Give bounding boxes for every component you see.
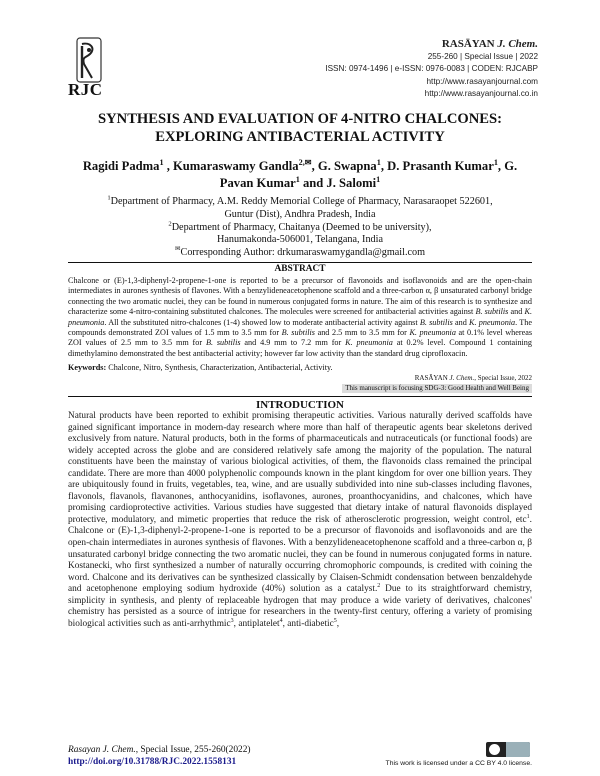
author-name: G. Swapna [317,159,377,173]
license-text: This work is licensed under a CC BY 4.0 license. [385,760,532,767]
volume-line: 255-260 | Special Issue | 2022 [427,51,538,61]
introduction-heading: INTRODUCTION [255,399,344,411]
affiliations: $^1$Department of Pharmacy, A.M. Reddy Memorial College of Pharmacy, Narasaraopet 522601, Guntur (Dist), Andhra Pradesh, India $^2$Department of Pharmacy, Chaitanya (Deemed to be university), Hanumakonda-506001, Telangana, India ✉Corresponding Author: drkumaraswamygandla@gmail.com [60,196,540,260]
author-list: Ragidi Padma$^1$ , Kumaraswamy Gandla$^{2,✉}$, G. Swapna$^1$, D. Prasanth Kumar$^1$, G. Pavan Kumar$^1$ and J. Salomi$^1$ [82,157,518,190]
logo-text: RJC [68,80,103,99]
author-name: J. Salomi [326,176,377,190]
abstract-text: Chalcone or (E)-1,3-diphenyl-2-propene-1-one is reported to be a precursor of flavonoids and isoflavonoids and are the open-chain intermediates in aurones synthesis of flavones. With a benzylideneacetophenone scaffold and a three-carbon α, β unsaturated carbonyl bridge connecting the two aromatic nuclei, they can be found in numerous conjugated forms in nature. The aim of this research is to synthesize and characterize some 4-nitro-containing substituted chalcones. The molecules were screened for antibacterial activities against B. subtilis and K. pneumonia. All the substituted nitro-chalcones (1-4) showed low to moderate antibacterial activity against B. subtilis and K. pneumonia. The compounds demonstrated ZOI values of 1.5 mm to 3.5 mm for B. subtilis and 2.5 mm to 3.5 mm for K. pneumonia at 0.1% level whereas ZOI values of 2.5 mm to 3.5 mm for B. subtilis and 4.9 mm to 7.2 mm for K. pneumonia at 0.2% level. Compound 1 containing dimethylamino demonstrated the best antibacterial activity; however far low activity than the standard drug ciprofloxacin. [68,276,533,358]
journal-meta: RASĀYAN J. Chem., Special Issue, 2022 This manuscript is focusing SDG-3: Good Health and Well Being [342,374,532,393]
sdg-note: This manuscript is focusing SDG-3: Good Health and Well Being [342,384,532,394]
journal-info [325,38,538,101]
divider [68,262,532,263]
journal-url-1[interactable]: http://www.rasayanjournal.com [426,76,538,86]
keywords: Keywords: Chalcone, Nitro, Synthesis, Characterization, Antibacterial, Activity. [68,363,333,372]
journal-name: RASĀYAN J. Chem. [441,38,538,50]
article-title: SYNTHESIS AND EVALUATION OF 4-NITRO CHALCONES: EXPLORING ANTIBACTERIAL ACTIVITY [98,111,502,145]
introduction-text: Natural products have been reported to exhibit promising therapeutic activities. Various naturally derived scaffolds have gained significant importance in modern-day research where more than half of therapeutic agents bear skeletons derived exclusively from nature. Natural products, both in the forms of pharmaceuticals and nutraceuticals (or functional foods) are widely accepted across the globe and are considered relatively safe among the majority of the population. The natural constituents have been the mainstay of various biological activities, of them, the flavonoids class remained the principal candidate. There are more than 4000 polyphenolic compounds known in the plant kingdom for over one billion years. They are ubiquitously found in fruits, vegetables, tea, wine, and are usually subdivided into nine sub-classes including flavones, flavonols, flavanols, flavanones, anthocyanidins, isoflavones, aurones, proanthocyanidins, and chalcones, which have promising cardioprotective activities. Various studies have suggested that dietary intake of natural flavonoids displayed protective, modulatory, and mimetic properties that reduce the risk of atherosclerotic progression, weight control, etc$^1$. Chalcone or (E)-1,3-diphenyl-2-propene-1-one is reported to be a precursor of flavonoids and isoflavonoids and are the open-chain intermediates in aurones synthesis of flavones. With a benzylideneacetophenone scaffold and a three-carbon α, β unsaturated carbonyl bridge connecting the two aromatic nuclei, they can be found in numerous conjugated forms in nature. Kostanecki, who first synthesized a number of naturally occurring chromophoric compounds, is credited with coining the word. Chalcone and its derivatives can be synthesized classically by Claisen-Schmidt condensation between benzaldehyde and acetophenone employing sodium hydroxide (40%) solution as a catalyst.$^2$ Due to its straightforward chemistry, simplicity in synthesis, and plenty of replaceable hydrogen that may produce a wide variety of derivatives, chalcones' chemistry has persisted as a source of intrigue for researchers in the twenty-first century, offering a variety of promising biological activities such as anti-arrhythmic$^3$, antiplatelet$^4$, anti-diabetic$^5$, [68,411,532,629]
doi-link[interactable]: http://doi.org/10.31788/RJC.2022.1558131 [68,757,237,767]
author-name: D. Prasanth Kumar [387,159,494,173]
citation-footer: Rasayan J. Chem., Special Issue, 255-260(2022) http://doi.org/10.31788/RJC.2022.1558131 [68,745,251,767]
journal-url-2[interactable]: http://www.rasayanjournal.co.in [424,89,538,99]
author-name: Kumaraswamy Gandla [173,159,299,173]
envelope-icon: ✉ [174,245,181,253]
corresponding-author: ✉Corresponding Author: drkumaraswamygandla@gmail.com [174,245,426,259]
cc-by-icon[interactable] [486,742,530,757]
issn-line: ISSN: 0974-1496 | e-ISSN: 0976-0083 | CODEN: RJCABP [325,64,538,74]
author-name: G. Pavan Kumar [219,159,518,190]
author-name: Ragidi Padma [82,159,160,173]
abstract-heading: ABSTRACT [274,264,326,274]
divider [68,396,532,397]
